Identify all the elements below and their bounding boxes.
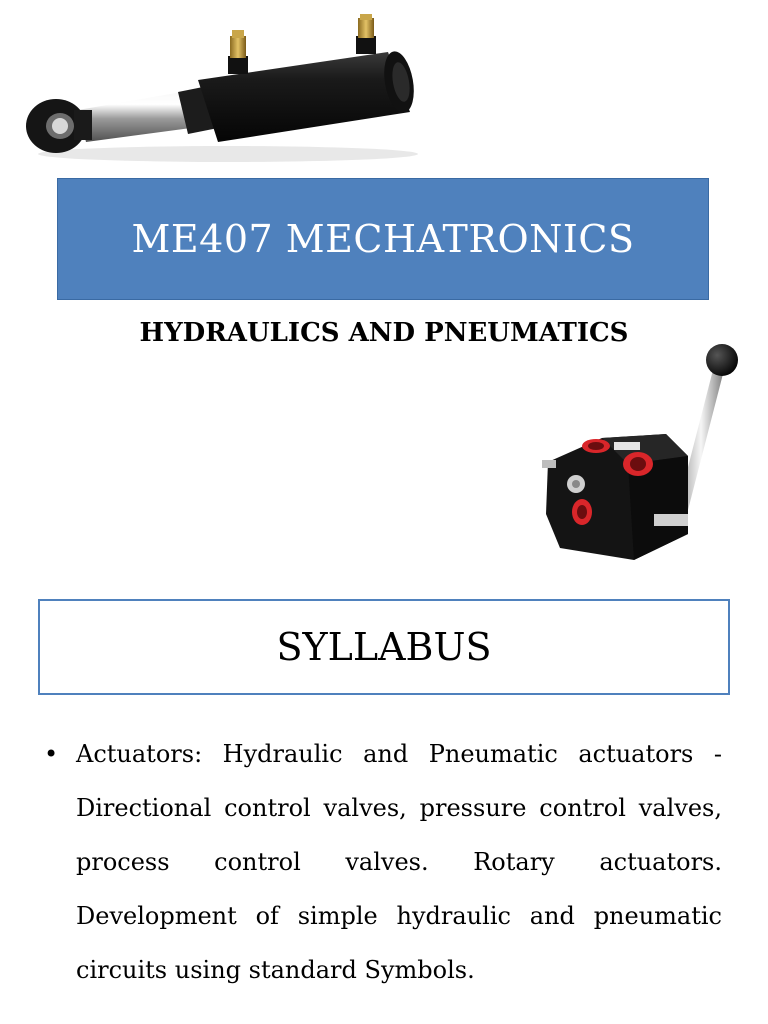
syllabus-heading-box [38, 599, 730, 695]
list-item-text: Actuators: Hydraulic and Pneumatic actuators - Directional control valves, pressure control valves, process control valves. Rotary actuators. Development of simple hydraulic and pneumatic circuits using standard Symbols. [76, 740, 722, 984]
page-subtitle: HYDRAULICS AND PNEUMATICS [139, 318, 629, 348]
title-banner [57, 178, 709, 300]
page-title: ME407 MECHATRONICS [131, 217, 635, 261]
directional-control-valve-image [538, 338, 744, 568]
syllabus-list [40, 727, 730, 997]
section-heading: SYLLABUS [276, 625, 492, 669]
list-item [40, 727, 730, 997]
bullet-icon: • [44, 740, 59, 768]
hydraulic-cylinder-image [18, 14, 418, 174]
